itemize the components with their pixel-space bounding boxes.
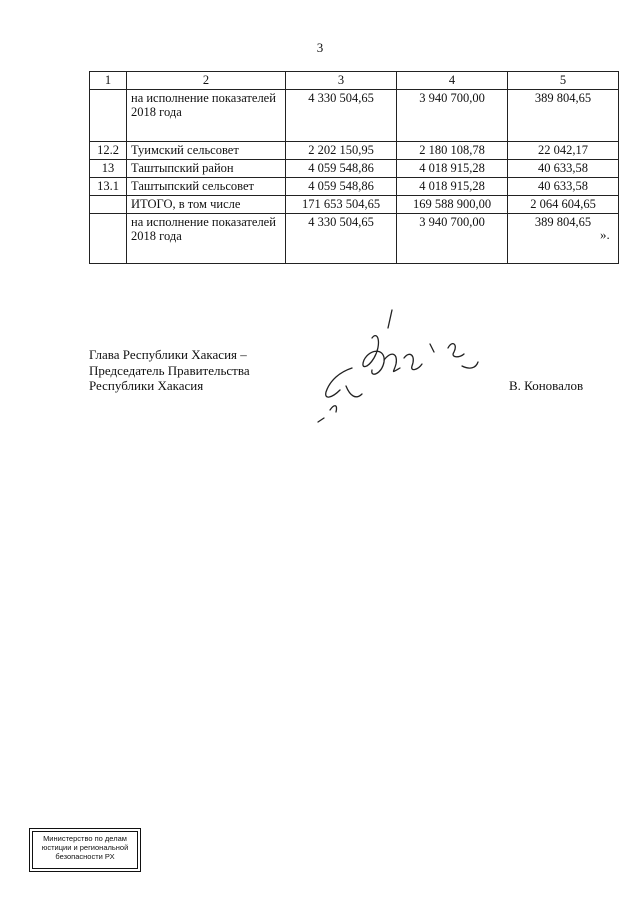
row-value-cell: 4 018 915,28: [397, 178, 508, 196]
stamp-line: Министерство по делам: [43, 834, 127, 843]
row-value-cell: 2 180 108,78: [397, 142, 508, 160]
row-value-cell: 22 042,17: [508, 142, 619, 160]
row-value-cell: 171 653 504,65: [286, 196, 397, 214]
budget-table: [89, 71, 619, 264]
stamp-line: юстиции и региональной: [41, 843, 129, 852]
row-number-cell: 12.2: [90, 142, 127, 160]
row-number-cell: [90, 214, 127, 264]
page-number: 3: [316, 40, 324, 55]
handwritten-signature: [300, 300, 490, 430]
table-row: [90, 214, 619, 264]
signatory-title-line: Председатель Правительства: [89, 362, 250, 378]
header-cell-4: 4: [397, 72, 508, 90]
row-value-cell: 4 018 915,28: [397, 160, 508, 178]
row-value-cell: 40 633,58: [508, 160, 619, 178]
row-number-cell: [90, 196, 127, 214]
row-number-cell: 13: [90, 160, 127, 178]
row-name-cell: Таштыпский район: [127, 160, 286, 178]
header-cell-5: 5: [508, 72, 619, 90]
row-number-cell: 13.1: [90, 178, 127, 196]
header-cell-1: 1: [90, 72, 127, 90]
row-value-cell: 3 940 700,00: [397, 214, 508, 264]
row-name-cell: Туимский сельсовет: [127, 142, 286, 160]
row-value-cell: 389 804,65: [508, 214, 619, 264]
row-name-cell: Таштыпский сельсовет: [127, 178, 286, 196]
row-value-cell: 4 330 504,65: [286, 214, 397, 264]
closing-quote: ».: [600, 227, 610, 242]
row-value-cell: 3 940 700,00: [397, 90, 508, 142]
signatory-title-line: Глава Республики Хакасия –: [89, 347, 247, 362]
signatory-name: В. Коновалов: [509, 378, 584, 393]
row-value-cell: 4 059 548,86: [286, 178, 397, 196]
signatory-title: [89, 347, 250, 394]
row-value-cell: 2 202 150,95: [286, 142, 397, 160]
header-cell-2: 2: [127, 72, 286, 90]
row-value-cell: 389 804,65: [508, 90, 619, 142]
stamp-line: безопасности РХ: [55, 852, 115, 861]
row-value-cell: 4 059 548,86: [286, 160, 397, 178]
row-value-cell: 4 330 504,65: [286, 90, 397, 142]
row-value-cell: 2 064 604,65: [508, 196, 619, 214]
table-row: [90, 142, 619, 160]
row-number-cell: [90, 90, 127, 142]
table-row: [90, 90, 619, 142]
ministry-stamp: [29, 828, 141, 872]
row-value-cell: 169 588 900,00: [397, 196, 508, 214]
table-row: [90, 196, 619, 214]
table-row: [90, 160, 619, 178]
signatory-title-line: Республики Хакасия: [89, 378, 204, 393]
row-name-cell: ИТОГО, в том числе: [127, 196, 286, 214]
row-name-cell: на исполнение показателей 2018 года: [127, 90, 286, 142]
table-header-row: [90, 72, 619, 90]
header-cell-3: 3: [286, 72, 397, 90]
row-value-cell: 40 633,58: [508, 178, 619, 196]
table-row: [90, 178, 619, 196]
row-name-cell: на исполнение показателей 2018 года: [127, 214, 286, 264]
